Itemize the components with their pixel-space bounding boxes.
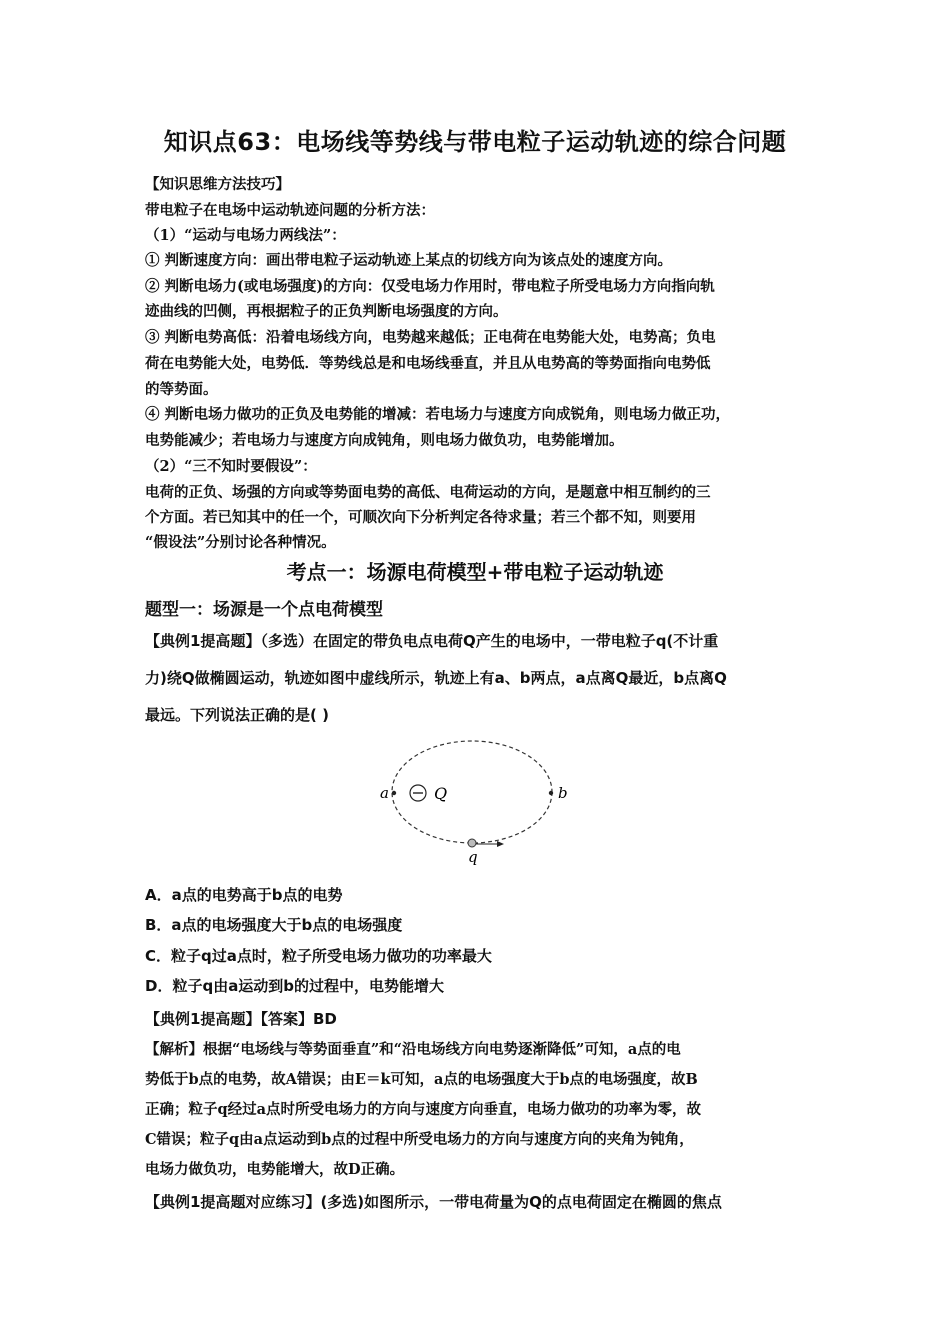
knowledge-line: 带电粒子在电场中运动轨迹问题的分析方法： (145, 202, 435, 219)
knowledge-line: 电荷的正负、场强的方向或等势面电势的高低、电荷运动的方向，是题意中相互制约的三 (145, 484, 711, 501)
knowledge-line: ④ 判断电场力做功的正负及电势能的增减：若电场力与速度方向成锐角，则电场力做正功， (145, 406, 731, 423)
analysis-line: 【解析】根据“电场线与等势面垂直”和“沿电场线方向电势逐渐降低”可知，a点的电 (145, 1041, 681, 1058)
knowledge-heading: 【知识思维方法技巧】 (145, 177, 290, 193)
subsection-title: 题型一：场源是一个点电荷模型 (145, 600, 383, 620)
example-question-line: 最远。下列说法正确的是( ) (145, 706, 329, 724)
particle-q (468, 839, 476, 847)
point-b (549, 791, 553, 795)
label-b: b (558, 784, 568, 802)
analysis-line: 势低于b点的电势，故A错误；由E＝k可知，a点的电场强度大于b点的电场强度，故B (145, 1071, 698, 1088)
knowledge-line: （1）“运动与电场力两线法”： (145, 227, 346, 244)
answer-line: 【典例1提高题】【答案】BD (145, 1010, 337, 1028)
option-d: D．粒子q由a运动到b的过程中，电势能增大 (145, 977, 445, 995)
knowledge-line: （2）“三不知时要假设”： (145, 458, 317, 475)
analysis-line: 正确；粒子q经过a点时所受电场力的方向与速度方向垂直，电场力做功的功率为零，故 (145, 1101, 702, 1118)
label-q: q (468, 848, 478, 866)
page-title: 知识点63：电场线等势线与带电粒子运动轨迹的综合问题 (163, 128, 787, 156)
label-Q: Q (434, 784, 448, 803)
point-a (392, 791, 396, 795)
option-b: B．a点的电场强度大于b点的电场强度 (145, 916, 403, 934)
section-title: 考点一：场源电荷模型+带电粒子运动轨迹 (286, 560, 664, 584)
example-question-line: 【典例1提高题】（多选）在固定的带负电点电荷Q产生的电场中，一带电粒子q(不计重 (145, 632, 719, 650)
knowledge-line: 个方面。若已知其中的任一个，可顺次向下分析判定各待求量；若三个都不知，则要用 (145, 509, 696, 526)
knowledge-line: 电势能减少；若电场力与速度方向成钝角，则电场力做负功，电势能增加。 (145, 432, 624, 449)
knowledge-line: 迹曲线的凹侧，再根据粒子的正负判断电场强度的方向。 (145, 303, 508, 320)
knowledge-line: “假设法”分别讨论各种情况。 (145, 534, 336, 551)
practice-line: 【典例1提高题对应练习】(多选)如图所示，一带电荷量为Q的点电荷固定在椭圆的焦点 (145, 1193, 722, 1211)
example-question-line: 力)绕Q做椭圆运动，轨迹如图中虚线所示，轨迹上有a、b两点，a点离Q最近，b点离Q (145, 669, 727, 687)
knowledge-line: 荷在电势能大处，电势低．等势线总是和电场线垂直，并且从电势高的等势面指向电势低 (145, 355, 711, 372)
knowledge-line: ③ 判断电势高低：沿着电场线方向，电势越来越低；正电荷在电势能大处，电势高；负电 (145, 329, 716, 346)
ellipse-orbit-figure (370, 734, 580, 869)
velocity-arrowhead (497, 841, 504, 847)
analysis-line: 电场力做负功，电势能增大，故D正确。 (145, 1161, 405, 1178)
knowledge-line: 的等势面。 (145, 381, 218, 398)
orbit-ellipse (392, 741, 552, 843)
option-a: A．a点的电势高于b点的电势 (145, 886, 343, 904)
knowledge-line: ① 判断速度方向：画出带电粒子运动轨迹上某点的切线方向为该点处的速度方向。 (145, 252, 673, 269)
label-a: a (380, 784, 389, 802)
analysis-line: C错误；粒子q由a点运动到b点的过程中所受电场力的方向与速度方向的夹角为钝角， (145, 1131, 694, 1148)
option-c: C．粒子q过a点时，粒子所受电场力做功的功率最大 (145, 947, 492, 965)
knowledge-line: ② 判断电场力(或电场强度)的方向：仅受电场力作用时，带电粒子所受电场力方向指向轨 (145, 278, 715, 295)
